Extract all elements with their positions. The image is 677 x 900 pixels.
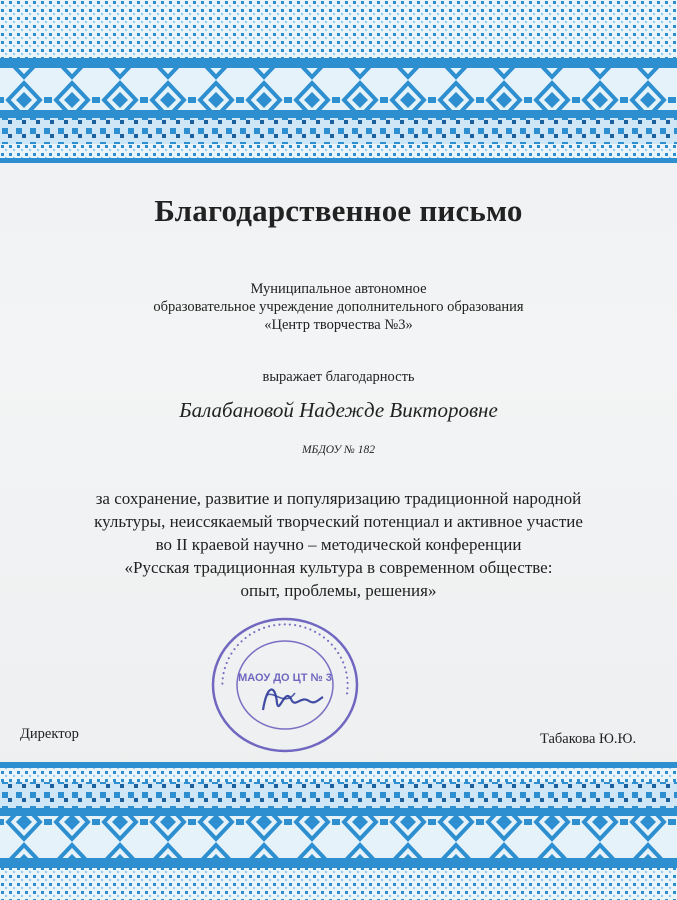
organization-line: образовательное учреждение дополнительного образования [153, 299, 524, 315]
organization-line: Муниципальное автономное [250, 281, 427, 297]
bottom-ornament-border [0, 762, 677, 900]
signatory-title: Директор [20, 726, 79, 742]
recipient-institution: МБДОУ № 182 [301, 444, 376, 456]
stamp-center-text: МАОУ ДО ЦТ № 3 [238, 672, 332, 684]
reason-line: «Русская традиционная культура в современном обществе: [124, 558, 553, 577]
organization-line: «Центр творчества №3» [264, 317, 413, 333]
svg-text:• • • • • • • • • • • • • • •: • • • • • • • • • • • • • • • • • • • • • • • • • • • • • • • • • • • • • • • [217, 619, 353, 696]
reason-line: опыт, проблемы, решения» [240, 581, 437, 600]
reason-line: культуры, неиссякаемый творческий потенциал и активное участие [94, 512, 583, 531]
recipient-name: Балабановой Надежде Викторовне [179, 398, 498, 422]
signatory-name: Табакова Ю.Ю. [540, 731, 637, 747]
top-ornament-border [0, 0, 677, 170]
bottom-ornament-pattern [0, 762, 677, 900]
handwritten-signature [263, 689, 323, 710]
organization-block [0, 280, 677, 334]
reason-line: во II краевой научно – методической конференции [155, 535, 522, 554]
stamp-seal [205, 615, 365, 755]
document-title: Благодарственное письмо [154, 193, 523, 228]
reason-line: за сохранение, развитие и популяризацию традиционной народной [95, 489, 582, 508]
official-stamp [205, 615, 365, 755]
expresses-gratitude: выражает благодарность [262, 369, 415, 385]
top-ornament-pattern [0, 0, 677, 170]
gratitude-reason [0, 487, 677, 602]
